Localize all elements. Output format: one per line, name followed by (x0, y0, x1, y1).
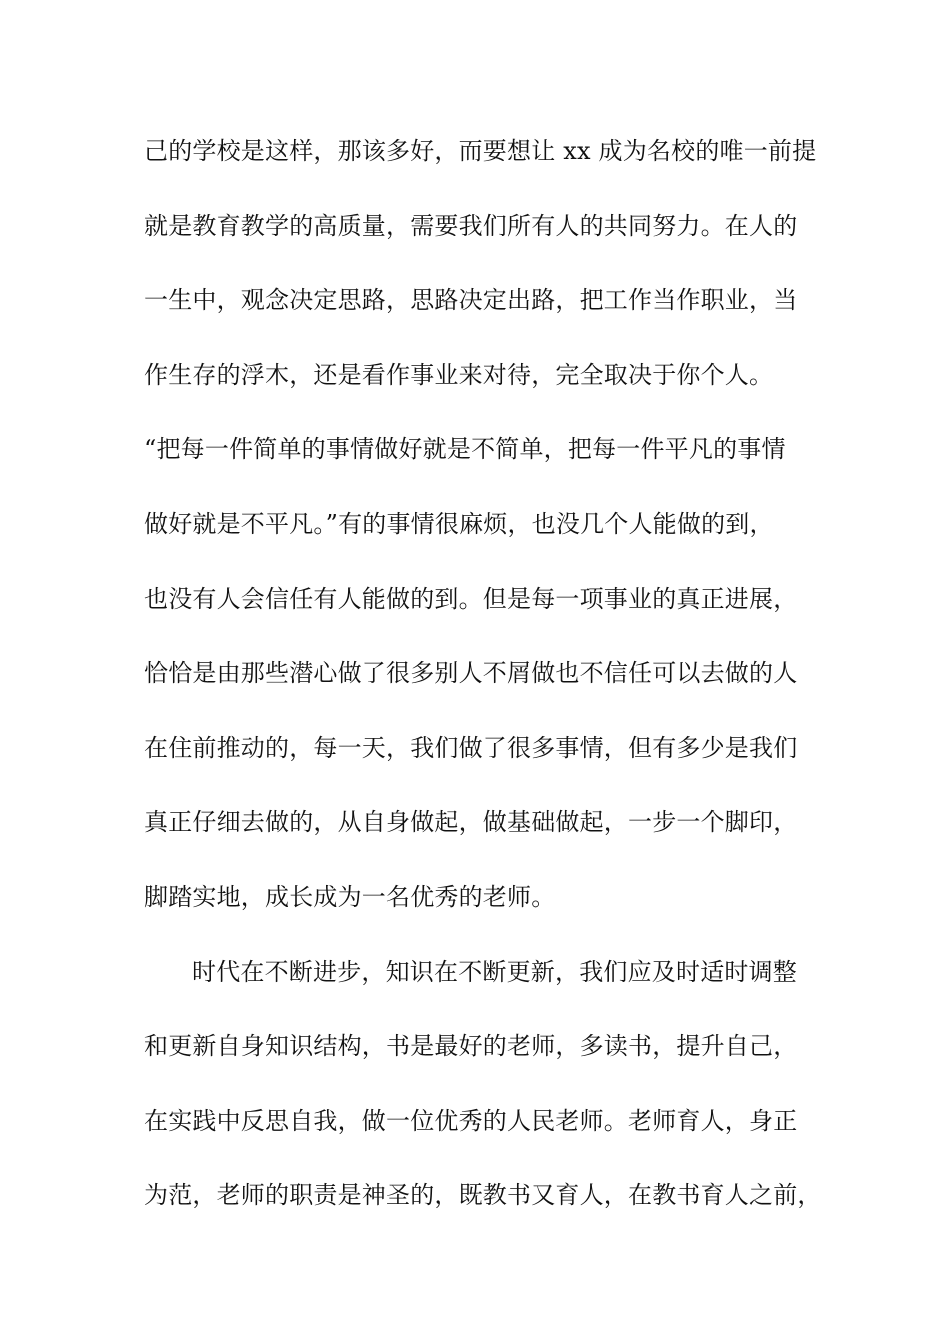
document-body (144, 129, 834, 1248)
text-line: 和更新自身知识结构，书是最好的老师，多读书，提升自己， (144, 1032, 798, 1061)
text-line: 真正仔细去做的，从自身做起，做基础做起，一步一个脚印， (144, 808, 798, 837)
text-line: 作生存的浮木，还是看作事业来对待，完全取决于你个人。 (144, 360, 774, 389)
text-line: 为范，老师的职责是神圣的，既教书又育人，在教书育人之前， (144, 1181, 822, 1210)
text-line: 己的学校是这样，那该多好，而要想让 xx 成为名校的唯一前提 (144, 137, 817, 165)
text-line: 在住前推动的，每一天，我们做了很多事情，但有多少是我们 (144, 733, 798, 762)
text-line: 恰恰是由那些潜心做了很多别人不屑做也不信任可以去做的人 (144, 659, 798, 688)
text-line: 做好就是不平凡。”有的事情很麻烦，也没几个人能做的到， (144, 509, 774, 538)
text-line: 也没有人会信任有人能做的到。但是每一项事业的真正进展， (144, 584, 798, 613)
text-line: 就是教育教学的高质量，需要我们所有人的共同努力。在人的 (144, 211, 798, 240)
paragraph-start-line: 时代在不断进步，知识在不断更新，我们应及时适时调整 (192, 957, 797, 986)
text-line: “把每一件简单的事情做好就是不简单，把每一件平凡的事情 (144, 435, 786, 464)
text-line: 一生中，观念决定思路，思路决定出路，把工作当作职业，当 (144, 286, 798, 315)
text-line: 在实践中反思自我，做一位优秀的人民老师。老师育人，身正 (144, 1106, 798, 1135)
text-line: 脚踏实地，成长成为一名优秀的老师。 (144, 882, 556, 911)
